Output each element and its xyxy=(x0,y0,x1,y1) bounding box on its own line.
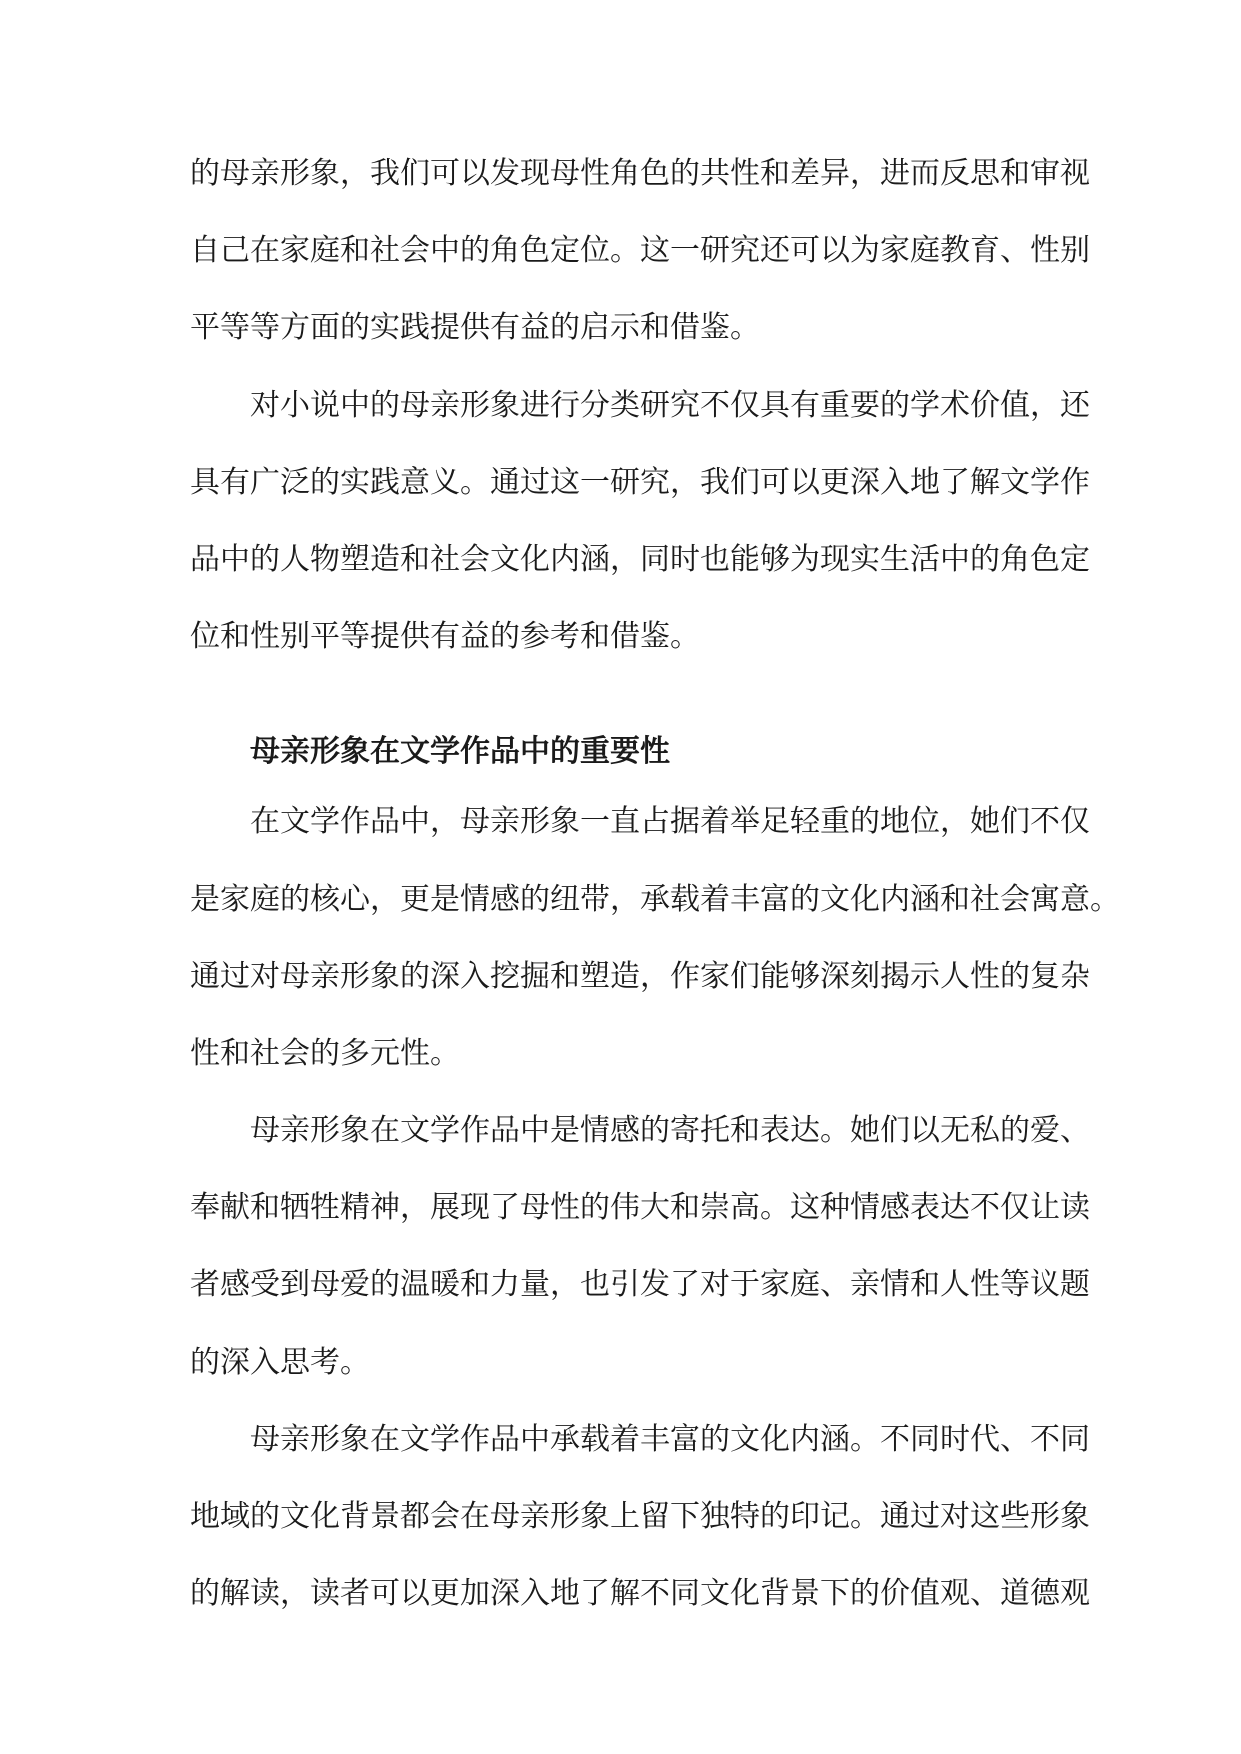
text-line: 者感受到母爱的温暖和力量，也引发了对于家庭、亲情和人性等议题 xyxy=(190,1267,1090,1303)
text-line: 母亲形象在文学作品中承载着丰富的文化内涵。不同时代、不同 xyxy=(250,1421,1090,1457)
text-line: 平等等方面的实践提供有益的启示和借鉴。 xyxy=(190,310,760,346)
text-line: 具有广泛的实践意义。通过这一研究，我们可以更深入地了解文学作 xyxy=(190,464,1090,500)
paragraph xyxy=(190,1410,1090,1642)
text-line: 是家庭的核心，更是情感的纽带，承载着丰富的文化内涵和社会寓意。 xyxy=(190,881,1120,917)
text-line: 的母亲形象，我们可以发现母性角色的共性和差异，进而反思和审视 xyxy=(190,156,1090,191)
text-line: 自己在家庭和社会中的角色定位。这一研究还可以为家庭教育、性别 xyxy=(190,233,1090,269)
section-heading: 母亲形象在文学作品中的重要性 xyxy=(250,734,670,770)
text-line: 通过对母亲形象的深入挖掘和塑造，作家们能够深刻揭示人性的复杂 xyxy=(190,958,1090,994)
section-spacer xyxy=(190,684,1060,722)
text-line: 奉献和牺牲精神，展现了母性的伟大和崇高。这种情感表达不仅让读 xyxy=(190,1190,1090,1226)
text-line: 在文学作品中，母亲形象一直占据着举足轻重的地位，她们不仅 xyxy=(250,804,1090,840)
text-line: 位和性别平等提供有益的参考和借鉴。 xyxy=(190,619,700,655)
text-line: 母亲形象在文学作品中是情感的寄托和表达。她们以无私的爱、 xyxy=(250,1113,1090,1149)
text-line: 品中的人物塑造和社会文化内涵，同时也能够为现实生活中的角色定 xyxy=(190,541,1090,577)
text-line: 对小说中的母亲形象进行分类研究不仅具有重要的学术价值，还 xyxy=(250,387,1090,423)
paragraph xyxy=(190,792,1120,1101)
text-line: 性和社会的多元性。 xyxy=(190,1035,460,1071)
text-line: 的解读，读者可以更加深入地了解不同文化背景下的价值观、道德观 xyxy=(190,1576,1090,1612)
text-line: 地域的文化背景都会在母亲形象上留下独特的印记。通过对这些形象 xyxy=(190,1499,1090,1534)
paragraph xyxy=(190,144,1090,376)
text-column xyxy=(190,144,1120,1641)
paragraph xyxy=(190,1101,1090,1410)
text-line: 的深入思考。 xyxy=(190,1344,370,1380)
paragraph xyxy=(190,376,1090,685)
